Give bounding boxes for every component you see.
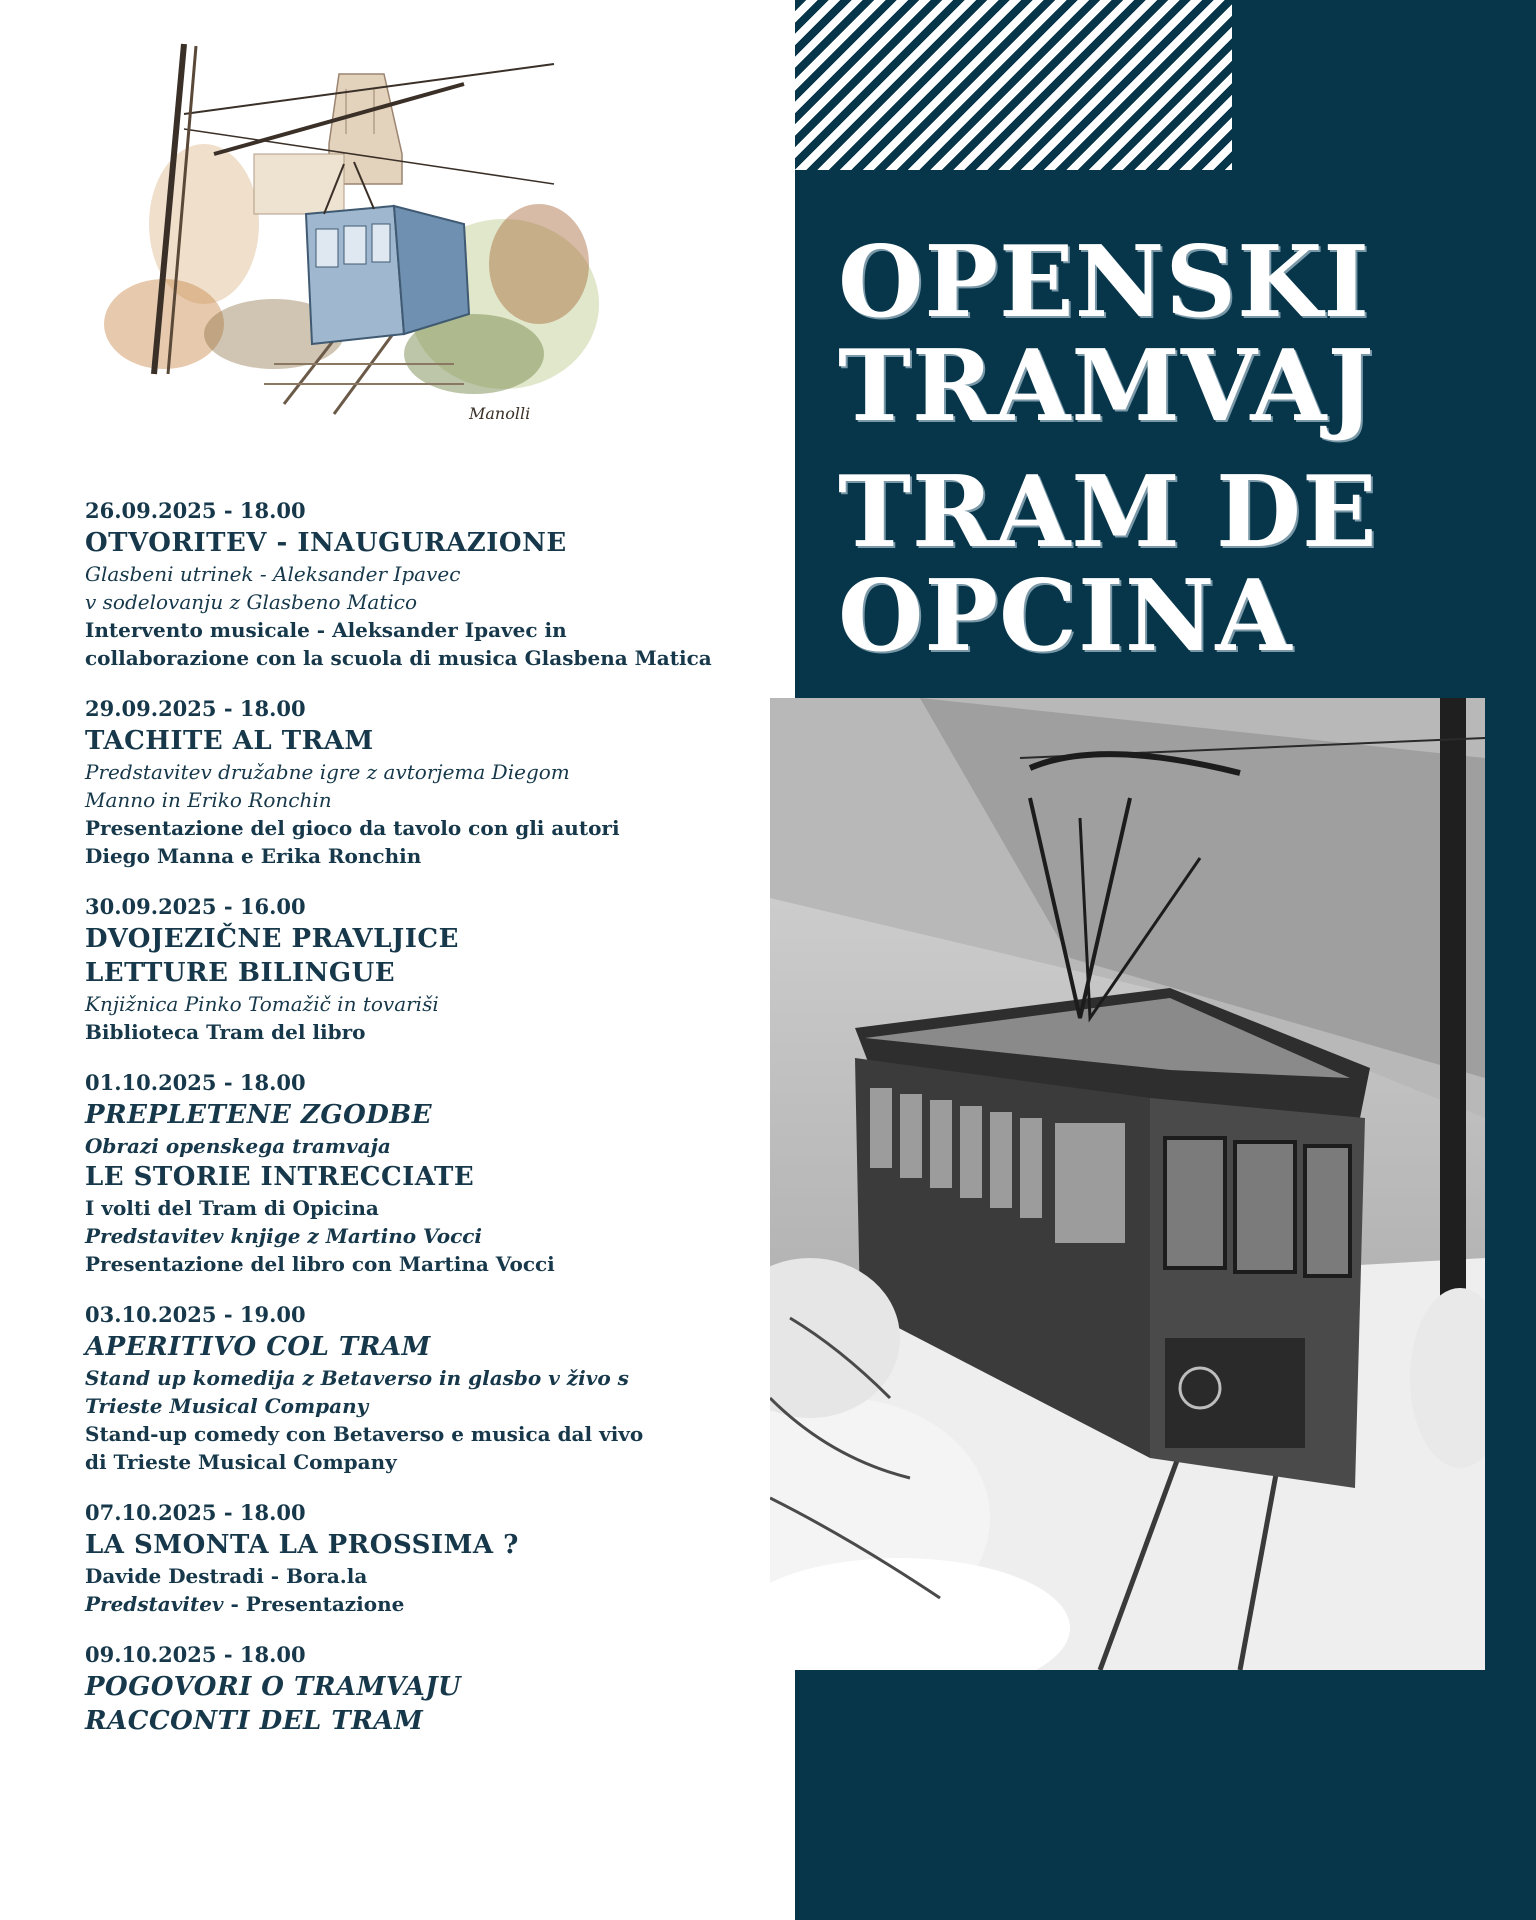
event-line: Diego Manna e Erika Ronchin [85, 844, 422, 868]
event-line-mixed [85, 1590, 725, 1618]
event-line-slovene: Predstavitev [85, 1592, 224, 1616]
title-line-2: TRAMVAJ [838, 329, 1375, 444]
event-line: Intervento musicale - Aleksander Ipavec in [85, 618, 567, 642]
event-line: Stand-up comedy con Betaverso e musica dal vivo [85, 1422, 644, 1446]
event-item [85, 1068, 725, 1278]
event-date: 03.10.2025 - 19.00 [85, 1302, 306, 1327]
event-date: 30.09.2025 - 16.00 [85, 894, 306, 919]
event-line: Manno in Eriko Ronchin [85, 788, 332, 812]
event-line: Glasbeni utrinek - Aleksander Ipavec [85, 562, 461, 586]
event-date: 07.10.2025 - 18.00 [85, 1500, 306, 1525]
event-line: Stand up komedija z Betaverso in glasbo v živo s [85, 1366, 629, 1390]
event-item [85, 1300, 725, 1476]
event-line: Trieste Musical Company [85, 1394, 369, 1418]
event-heading-secondary: LE STORIE INTRECCIATE [85, 1162, 475, 1192]
event-line: Biblioteca Tram del libro [85, 1020, 366, 1044]
event-line: Obrazi openskega tramvaja [85, 1134, 391, 1158]
event-line: Predstavitev družabne igre z avtorjema Diegom [85, 760, 570, 784]
event-line: Knjižnica Pinko Tomažič in tovariši [85, 992, 439, 1016]
event-item [85, 1640, 725, 1738]
event-line: Predstavitev knjige z Martino Vocci [85, 1224, 483, 1248]
event-line: di Trieste Musical Company [85, 1450, 397, 1474]
event-item [85, 892, 725, 1046]
event-heading: TACHITE AL TRAM [85, 726, 374, 756]
event-line: collaborazione con la scuola di musica Glasbena Matica [85, 646, 712, 670]
diagonal-stripes [795, 0, 1232, 170]
tram-watercolor-sketch [84, 34, 604, 454]
event-heading: POGOVORI O TRAMVAJU [85, 1672, 462, 1702]
event-date: 09.10.2025 - 18.00 [85, 1642, 306, 1667]
events-list [85, 496, 725, 1760]
title-line-1: OPENSKI [838, 225, 1371, 340]
event-item [85, 496, 725, 672]
event-date: 29.09.2025 - 18.00 [85, 696, 306, 721]
event-heading: LA SMONTA LA PROSSIMA ? [85, 1530, 519, 1560]
event-line: I volti del Tram di Opicina [85, 1196, 379, 1220]
event-heading: OTVORITEV - INAUGURAZIONE [85, 528, 567, 558]
event-line: Presentazione del gioco da tavolo con gli autori [85, 816, 620, 840]
title-line-3: TRAM DE [838, 455, 1378, 570]
tram-snow-photo [770, 698, 1485, 1670]
event-line: Davide Destradi - Bora.la [85, 1564, 368, 1588]
event-line-italian: Presentazione [245, 1592, 405, 1616]
event-heading-secondary: LETTURE BILINGUE [85, 958, 396, 988]
event-heading-secondary: RACCONTI DEL TRAM [85, 1706, 424, 1736]
event-date: 01.10.2025 - 18.00 [85, 1070, 306, 1095]
event-item [85, 1498, 725, 1618]
event-item [85, 694, 725, 870]
event-line-separator: - [223, 1592, 246, 1616]
event-line: Presentazione del libro con Martina Vocci [85, 1252, 555, 1276]
event-heading: PREPLETENE ZGODBE [85, 1100, 433, 1130]
event-heading: DVOJEZIČNE PRAVLJICE [85, 924, 459, 954]
title-line-4: OPCINA [838, 559, 1293, 674]
event-heading: APERITIVO COL TRAM [85, 1332, 431, 1362]
event-line: v sodelovanju z Glasbeno Matico [85, 590, 418, 614]
event-date: 26.09.2025 - 18.00 [85, 498, 306, 523]
artist-signature: Manolli [469, 404, 531, 423]
